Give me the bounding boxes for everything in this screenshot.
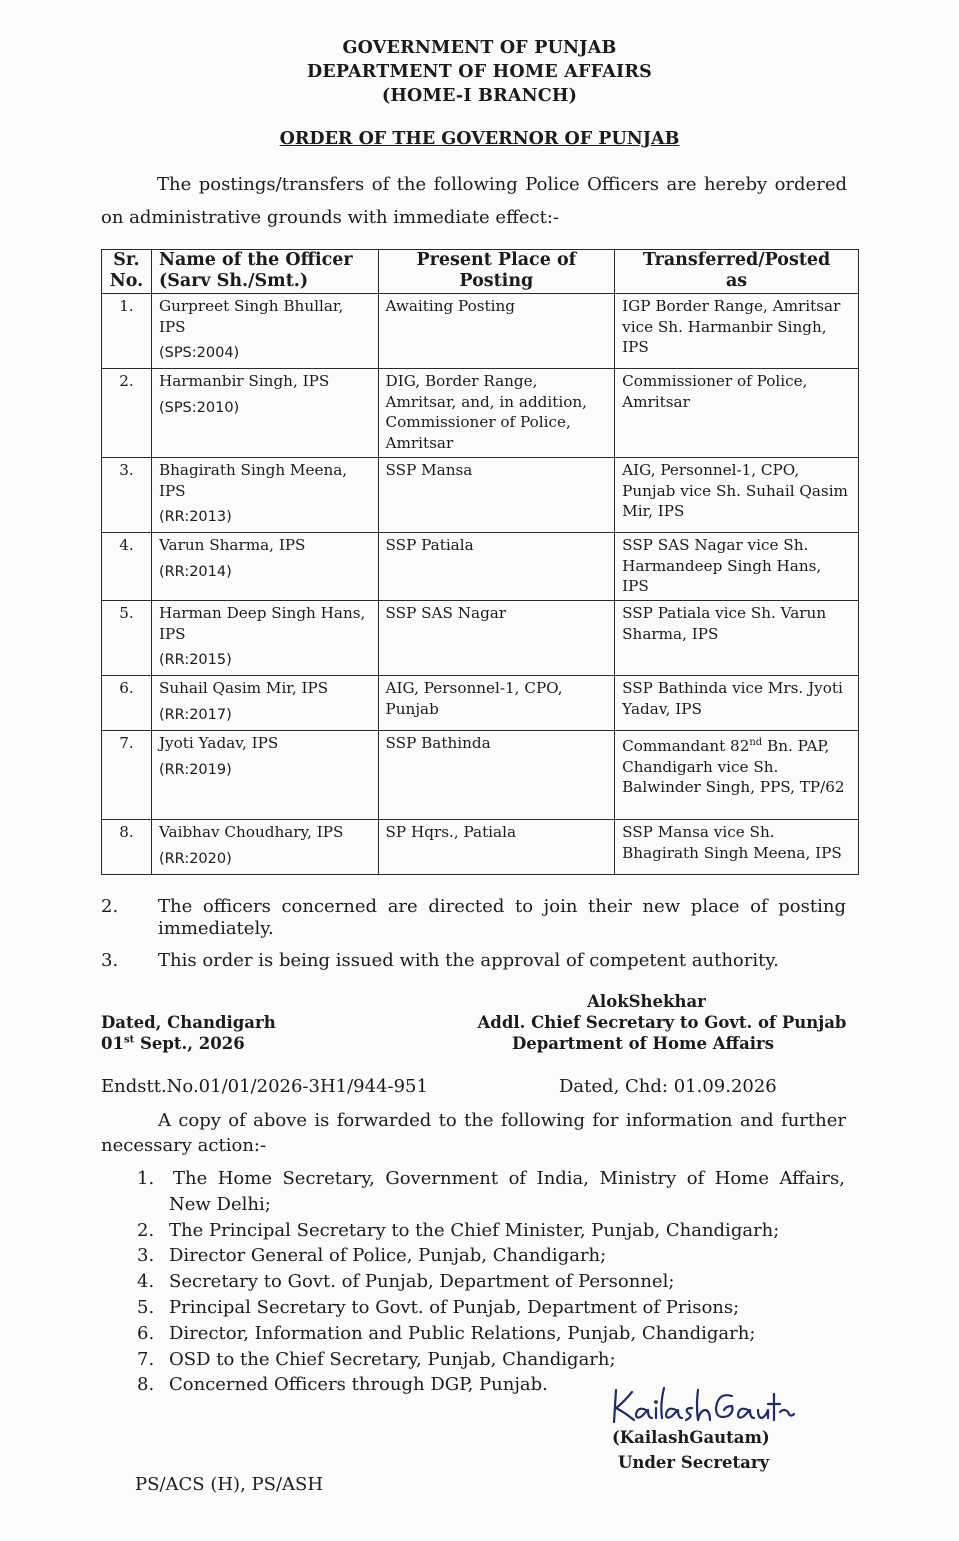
signatory-department: Department of Home Affairs	[511, 1034, 775, 1053]
col-header-sr	[102, 250, 152, 294]
list-item-text	[169, 1166, 845, 1218]
cell-present: SSP Patiala	[378, 533, 615, 601]
list-item	[137, 1218, 845, 1244]
list-item	[137, 1166, 845, 1218]
cell-sr: 8.	[102, 820, 152, 875]
cell-sr: 6.	[102, 676, 152, 731]
order-title: ORDER OF THE GOVERNOR OF PUNJAB	[279, 129, 680, 149]
col-header-name-line2: (Sarv Sh./Smt.)	[158, 271, 309, 291]
point-2-line-2: immediately.	[158, 918, 274, 939]
list-item-number: 1.	[137, 1168, 155, 1189]
col-header-present	[378, 250, 615, 294]
cell-present: SSP SAS Nagar	[378, 601, 615, 676]
cell-present: SP Hqrs., Patiala	[378, 820, 615, 875]
cell-sr: 1.	[102, 294, 152, 369]
under-secretary-name: (KailashGautam)	[612, 1428, 770, 1447]
list-item	[137, 1243, 845, 1269]
handwritten-signature	[608, 1384, 798, 1430]
transferred-text-pre: Commandant 82	[622, 737, 750, 756]
list-item-text: Director, Information and Public Relations, Punjab, Chandigarh;	[169, 1322, 756, 1344]
officer-name: Suhail Qasim Mir, IPS	[158, 679, 329, 697]
col-header-name-line1: Name of the Officer	[158, 250, 353, 270]
table-header-row	[102, 250, 859, 294]
header-branch: (HOME-I BRANCH)	[381, 86, 578, 106]
list-item	[137, 1269, 845, 1295]
list-item-text: The Principal Secretary to the Chief Minister, Punjab, Chandigarh;	[169, 1219, 780, 1241]
cell-name	[151, 458, 378, 533]
list-item-text: OSD to the Chief Secretary, Punjab, Chandigarh;	[169, 1348, 616, 1370]
cell-transferred: SSP Mansa vice Sh. Bhagirath Singh Meena, IPS	[615, 820, 859, 875]
cell-sr: 4.	[102, 533, 152, 601]
list-item-number: 8.	[137, 1374, 155, 1396]
list-item-line-1: The Home Secretary, Government of India, Ministry of Home Affairs,	[173, 1168, 845, 1189]
cell-transferred: SSP Bathinda vice Mrs. Jyoti Yadav, IPS	[615, 676, 859, 731]
officer-name: Varun Sharma, IPS	[158, 536, 306, 554]
officer-service: (RR:2013)	[158, 509, 232, 525]
officer-service: (RR:2015)	[158, 652, 232, 668]
point-2-number: 2.	[101, 896, 119, 917]
cell-name	[151, 731, 378, 820]
officer-name: Jyoti Yadav, IPS	[158, 734, 279, 752]
officer-service: (SPS:2010)	[158, 399, 240, 416]
dated-date	[101, 1034, 245, 1053]
col-header-transfer	[615, 250, 859, 294]
table-row	[102, 533, 859, 601]
list-item-number: 4.	[137, 1271, 155, 1293]
officer-name: Harman Deep Singh Hans, IPS	[158, 604, 366, 643]
list-item-number: 2.	[137, 1219, 155, 1241]
cell-present: SSP Bathinda	[378, 731, 615, 820]
cell-sr: 2.	[102, 369, 152, 458]
copy-to-list	[137, 1166, 845, 1398]
signatory-name: AlokShekhar	[587, 992, 706, 1011]
copy-line-1: A copy of above is forwarded to the following for information and further	[158, 1110, 846, 1131]
list-item-text: Principal Secretary to Govt. of Punjab, Department of Prisons;	[169, 1296, 740, 1318]
transfer-table	[101, 249, 859, 875]
cell-present: Awaiting Posting	[378, 294, 615, 369]
table-row	[102, 458, 859, 533]
officer-service: (RR:2019)	[158, 761, 232, 778]
officer-service: (RR:2017)	[158, 706, 232, 723]
footer-ps: PS/ACS (H), PS/ASH	[135, 1474, 324, 1495]
cell-name	[151, 369, 378, 458]
officer-name: Bhagirath Singh Meena, IPS	[158, 461, 348, 500]
col-header-present-line2: Posting	[459, 271, 534, 291]
dated-month-year: Sept., 2026	[134, 1034, 245, 1053]
table-row	[102, 731, 859, 820]
table-row	[102, 676, 859, 731]
officer-name: Vaibhav Choudhary, IPS	[158, 823, 344, 841]
cell-transferred: IGP Border Range, Amritsar vice Sh. Harmanbir Singh, IPS	[615, 294, 859, 369]
officer-service: (RR:2020)	[158, 850, 232, 867]
cell-present: SSP Mansa	[378, 458, 615, 533]
intro-line-1: The postings/transfers of the following Police Officers are hereby ordered	[157, 174, 847, 195]
dated-place: Dated, Chandigarh	[101, 1013, 276, 1032]
table-row	[102, 601, 859, 676]
cell-transferred: SSP SAS Nagar vice Sh. Harmandeep Singh Hans, IPS	[615, 533, 859, 601]
col-header-name	[151, 250, 378, 294]
cell-name	[151, 294, 378, 369]
point-3-text: This order is being issued with the approval of competent authority.	[158, 950, 779, 971]
cell-present: AIG, Personnel-1, CPO, Punjab	[378, 676, 615, 731]
list-item-number: 5.	[137, 1296, 155, 1318]
list-item-text: Secretary to Govt. of Punjab, Department of Personnel;	[169, 1271, 675, 1293]
transferred-text-post: Bn. PAP, Chandigarh vice Sh. Balwinder Singh, PPS, TP/62	[622, 737, 845, 797]
cell-name	[151, 601, 378, 676]
copy-line-2: necessary action:-	[101, 1135, 267, 1156]
endorsement-number: Endstt.No.01/01/2026-3H1/944-951	[101, 1076, 428, 1097]
point-3-number: 3.	[101, 950, 119, 971]
dated-day: 01	[101, 1034, 124, 1053]
signatory-designation: Addl. Chief Secretary to Govt. of Punjab	[477, 1013, 847, 1032]
list-item-text: Director General of Police, Punjab, Chandigarh;	[169, 1245, 607, 1267]
list-item	[137, 1295, 845, 1321]
col-header-sr-line1: Sr.	[113, 250, 140, 270]
endorsement-date: Dated, Chd: 01.09.2026	[559, 1076, 777, 1097]
col-header-present-line1: Present Place of	[416, 250, 577, 270]
transferred-ordinal: nd	[749, 737, 763, 748]
col-header-transfer-line2: as	[725, 271, 748, 291]
list-item	[137, 1321, 845, 1347]
table-row	[102, 294, 859, 369]
list-item	[137, 1347, 845, 1373]
list-item-text: Concerned Officers through DGP, Punjab.	[169, 1374, 548, 1396]
cell-transferred: AIG, Personnel-1, CPO, Punjab vice Sh. Suhail Qasim Mir, IPS	[615, 458, 859, 533]
under-secretary-designation: Under Secretary	[618, 1453, 770, 1472]
cell-transferred: SSP Patiala vice Sh. Varun Sharma, IPS	[615, 601, 859, 676]
table-row	[102, 820, 859, 875]
cell-name	[151, 676, 378, 731]
cell-sr: 7.	[102, 731, 152, 820]
officer-service: (RR:2014)	[158, 563, 232, 580]
officer-name: Harmanbir Singh, IPS	[158, 372, 330, 390]
col-header-sr-line2: No.	[109, 271, 144, 291]
header-government: GOVERNMENT OF PUNJAB	[342, 38, 617, 58]
list-item-number: 7.	[137, 1348, 155, 1370]
officer-service: (SPS:2004)	[158, 345, 240, 361]
cell-name	[151, 533, 378, 601]
cell-transferred	[615, 731, 859, 820]
cell-transferred: Commissioner of Police, Amritsar	[615, 369, 859, 458]
cell-present: DIG, Border Range, Amritsar, and, in addition, Commissioner of Police, Amritsar	[378, 369, 615, 458]
cell-sr: 5.	[102, 601, 152, 676]
header-department: DEPARTMENT OF HOME AFFAIRS	[307, 62, 652, 82]
cell-name	[151, 820, 378, 875]
list-item-line-2: New Delhi;	[169, 1193, 271, 1215]
dated-ordinal: st	[123, 1034, 135, 1046]
cell-sr: 3.	[102, 458, 152, 533]
intro-line-2: on administrative grounds with immediate effect:-	[101, 207, 559, 228]
col-header-transfer-line1: Transferred/Posted	[642, 250, 831, 270]
point-2-line-1: The officers concerned are directed to join their new place of posting	[158, 896, 846, 917]
list-item-number: 6.	[137, 1322, 155, 1344]
officer-name: Gurpreet Singh Bhullar, IPS	[158, 297, 344, 336]
list-item-number: 3.	[137, 1245, 155, 1267]
table-row	[102, 369, 859, 458]
